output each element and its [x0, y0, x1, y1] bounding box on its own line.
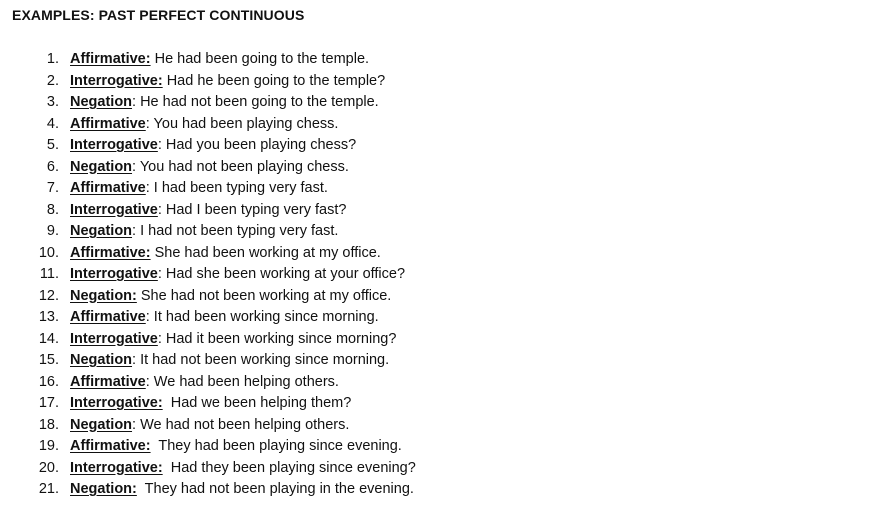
item-text: : Had I been typing very fast? — [157, 201, 347, 218]
item-sentence — [70, 350, 389, 372]
item-number: 9. — [46, 223, 59, 239]
item-number: 3. — [46, 94, 59, 110]
item-label: Negation: — [70, 481, 137, 497]
item-sentence — [70, 135, 356, 157]
item-number: 17. — [38, 395, 59, 411]
item-text: : Had you been playing chess? — [157, 137, 357, 153]
item-number: 4. — [46, 115, 59, 132]
item-text: : I had not been typing very fast. — [132, 223, 339, 239]
item-number: 20. — [38, 459, 59, 476]
item-sentence — [70, 71, 385, 93]
item-sentence — [70, 436, 402, 458]
item-sentence — [70, 264, 405, 286]
item-sentence — [70, 372, 339, 394]
item-number: 5. — [46, 137, 59, 153]
item-text: Had he been going to the temple? — [162, 72, 386, 89]
item-number: 6. — [46, 158, 59, 175]
item-label: Affirmative: — [70, 244, 151, 261]
item-number: 1. — [46, 51, 59, 67]
item-text: : I had been typing very fast. — [145, 180, 328, 196]
item-label: Affirmative — [70, 115, 146, 132]
item-number: 8. — [46, 201, 59, 218]
item-sentence — [70, 307, 379, 329]
item-sentence — [70, 415, 349, 437]
item-text: Had we been helping them? — [162, 395, 352, 411]
item-label: Interrogative: — [70, 395, 163, 411]
item-sentence — [70, 458, 416, 480]
item-text: : You had been playing chess. — [145, 115, 339, 132]
item-number: 11. — [39, 266, 59, 282]
item-text: : Had it been working since morning? — [157, 330, 397, 347]
item-label: Interrogative — [70, 137, 158, 153]
item-text: Had they been playing since evening? — [162, 459, 416, 476]
item-text: He had been going to the temple. — [150, 51, 370, 67]
item-text: : Had she been working at your office? — [157, 266, 406, 282]
item-sentence — [70, 200, 346, 222]
page-title: EXAMPLES: PAST PERFECT CONTINUOUS — [12, 7, 305, 23]
item-text: : You had not been playing chess. — [132, 158, 349, 175]
item-sentence — [70, 221, 338, 243]
item-text: : We had been helping others. — [145, 373, 339, 390]
item-number: 13. — [38, 309, 59, 325]
item-number: 18. — [38, 416, 59, 433]
item-label: Negation — [70, 352, 133, 368]
item-number: 2. — [46, 72, 59, 89]
item-label: Negation — [70, 158, 133, 175]
item-label: Negation — [70, 94, 133, 110]
item-text: She had been working at my office. — [150, 244, 381, 261]
item-text: : It had been working since morning. — [145, 309, 379, 325]
item-label: Affirmative — [70, 309, 146, 325]
item-sentence — [70, 479, 414, 501]
item-sentence — [70, 157, 349, 179]
item-label: Negation — [70, 416, 133, 433]
item-sentence — [70, 92, 379, 114]
item-number: 19. — [38, 438, 59, 454]
item-label: Interrogative — [70, 201, 158, 218]
item-text: : It had not been working since morning. — [132, 352, 390, 368]
item-text: They had been playing since evening. — [150, 438, 402, 454]
item-text: She had not been working at my office. — [136, 287, 392, 304]
item-number: 10. — [38, 244, 59, 261]
item-number: 21. — [38, 481, 59, 497]
item-number: 7. — [46, 180, 59, 196]
item-label: Negation — [70, 223, 133, 239]
item-number: 14. — [38, 330, 59, 347]
item-sentence — [70, 49, 369, 71]
item-sentence — [70, 243, 381, 265]
item-text: They had not been playing in the evening. — [136, 481, 414, 497]
item-number: 15. — [38, 352, 59, 368]
item-sentence — [70, 286, 391, 308]
item-label: Interrogative: — [70, 459, 163, 476]
item-text: : He had not been going to the temple. — [132, 94, 379, 110]
item-sentence — [70, 178, 328, 200]
item-label: Affirmative — [70, 180, 146, 196]
item-number: 16. — [38, 373, 59, 390]
item-sentence — [70, 393, 351, 415]
item-sentence — [70, 329, 396, 351]
item-label: Interrogative — [70, 330, 158, 347]
item-label: Affirmative: — [70, 438, 151, 454]
item-label: Affirmative — [70, 373, 146, 390]
item-text: : We had not been helping others. — [132, 416, 350, 433]
item-sentence — [70, 114, 338, 136]
item-label: Interrogative — [70, 266, 158, 282]
item-label: Affirmative: — [70, 51, 151, 67]
item-number: 12. — [38, 287, 59, 304]
item-label: Negation: — [70, 287, 137, 304]
item-label: Interrogative: — [70, 72, 163, 89]
